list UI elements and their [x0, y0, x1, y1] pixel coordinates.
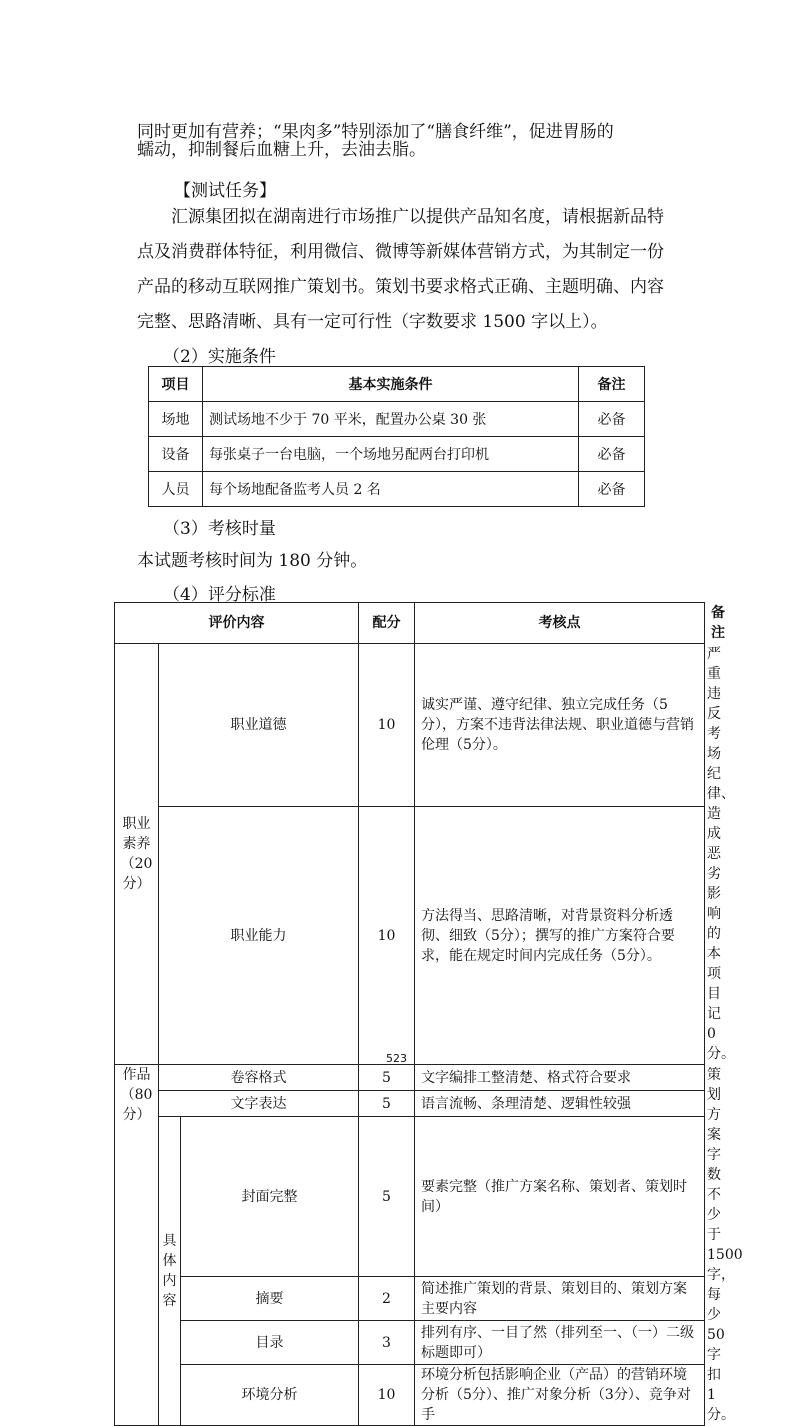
table-row: [115, 1321, 705, 1365]
cond-text: 测试场地不少于 70 平米，配置办公桌 30 张: [203, 402, 579, 437]
work-name: 卷容格式: [159, 1065, 359, 1091]
work-group-label: 作品（80分）: [115, 1065, 159, 1426]
table-row: [115, 807, 705, 1065]
table-header-row: [149, 367, 645, 402]
quality-name: 职业能力: [159, 807, 359, 1065]
quality-points: 诚实严谨、遵守纪律、独立完成任务（5分），方案不违背法律法规、职业道德与营销伦理（5分）。: [415, 644, 705, 807]
cond-text: 每张桌子一台电脑，一个场地另配两台打印机: [203, 437, 579, 472]
work-points: 文字编排工整清楚、格式符合要求: [415, 1065, 705, 1091]
task-body: 汇源集团拟在湖南进行市场推广以提供产品知名度，请根据新品特点及消费群体特征，利用微信、微博等新媒体营销方式，为其制定一份产品的移动互联网推广策划书。策划书要求格式正确、主题明确、内容完整、思路清晰、具有一定可行性（字数要求 1500 字以上）。: [137, 207, 664, 332]
content-score: 5: [359, 1117, 415, 1277]
content-name: 封面完整: [181, 1117, 359, 1277]
cond-item: 场地: [149, 402, 203, 437]
table-row: [149, 472, 645, 507]
header-content: 评价内容: [115, 603, 359, 644]
quality-name: 职业道德: [159, 644, 359, 807]
table-row: [149, 437, 645, 472]
content-subgroup-label: 具体内容: [159, 1117, 181, 1426]
duration-text: 本试题考核时间为 180 分钟。: [137, 551, 368, 571]
content-score: 2: [359, 1277, 415, 1321]
quality-score: 10: [359, 807, 415, 1065]
conditions-heading: （2）实施条件: [163, 347, 276, 367]
cond-note: 必备: [579, 402, 645, 437]
page-number: 523: [386, 1052, 407, 1065]
cond-note: 必备: [579, 472, 645, 507]
header-note: 备注: [579, 367, 645, 402]
header-item: 项目: [149, 367, 203, 402]
table-row: [115, 1117, 705, 1277]
table-row: [115, 1277, 705, 1321]
quality-score: 10: [359, 644, 415, 807]
cond-text: 每个场地配备监考人员 2 名: [203, 472, 579, 507]
content-name: 目录: [181, 1321, 359, 1365]
content-name: 摘要: [181, 1277, 359, 1321]
header-score: 配分: [359, 603, 415, 644]
duration-heading: （3）考核时量: [163, 519, 276, 539]
quality-points: 方法得当、思路清晰，对背景资料分析透彻、细致（5分）；撰写的推广方案符合要求，能在规定时间内完成任务（5分）。: [415, 807, 705, 1065]
table-row: [115, 1365, 705, 1426]
content-points: 环境分析包括影响企业（产品）的营销环境分析（5分）、推广对象分析（3分）、竞争对手: [415, 1365, 705, 1426]
table-header-row: 评价内容 配分 考核点 备注: [115, 603, 705, 644]
cond-note: 必备: [579, 437, 645, 472]
content-points: 排列有序、一目了然（排列至一、（一）二级标题即可）: [415, 1321, 705, 1365]
table-row: 作品（80分） 卷容格式 5 文字编排工整清楚、格式符合要求 策划方案字数不少于1500字，每少 50字扣 1分。: [115, 1065, 705, 1091]
work-score: 5: [359, 1091, 415, 1117]
scoring-table: [114, 602, 743, 1426]
work-points: 语言流畅、条理清楚、逻辑性较强: [415, 1091, 705, 1117]
cond-item: 人员: [149, 472, 203, 507]
content-points: 简述推广策划的背景、策划目的、策划方案主要内容: [415, 1277, 705, 1321]
content-points: 要素完整（推广方案名称、策划者、策划时间）: [415, 1117, 705, 1277]
table-row: 职业素养（20分） 职业道德 10 诚实严谨、遵守纪律、独立完成任务（5分），方案不违背法律法规、职业道德与营销伦理（5分）。 严重违反考场纪律、造成恶劣影响的本项目记0分。: [115, 644, 705, 807]
table-row: [115, 1091, 705, 1117]
header-condition: 基本实施条件: [203, 367, 579, 402]
table-row: [149, 402, 645, 437]
quality-group-label: 职业素养（20分）: [115, 644, 159, 1065]
task-heading: 【测试任务】: [174, 181, 276, 201]
header-points: 考核点: [415, 603, 705, 644]
intro-line-1: 同时更加有营养；“果肉多”特别添加了“膳食纤维”，促进胃肠的: [137, 122, 614, 142]
scoring-heading: （4）评分标准: [163, 585, 276, 605]
intro-line-2: 蠕动，抑制餐后血糖上升，去油去脂。: [137, 140, 426, 160]
cond-item: 设备: [149, 437, 203, 472]
content-score: 3: [359, 1321, 415, 1365]
content-name: 环境分析: [181, 1365, 359, 1426]
work-score: 5: [359, 1065, 415, 1091]
work-name: 文字表达: [159, 1091, 359, 1117]
conditions-table: [148, 366, 645, 507]
content-score: 10: [359, 1365, 415, 1426]
